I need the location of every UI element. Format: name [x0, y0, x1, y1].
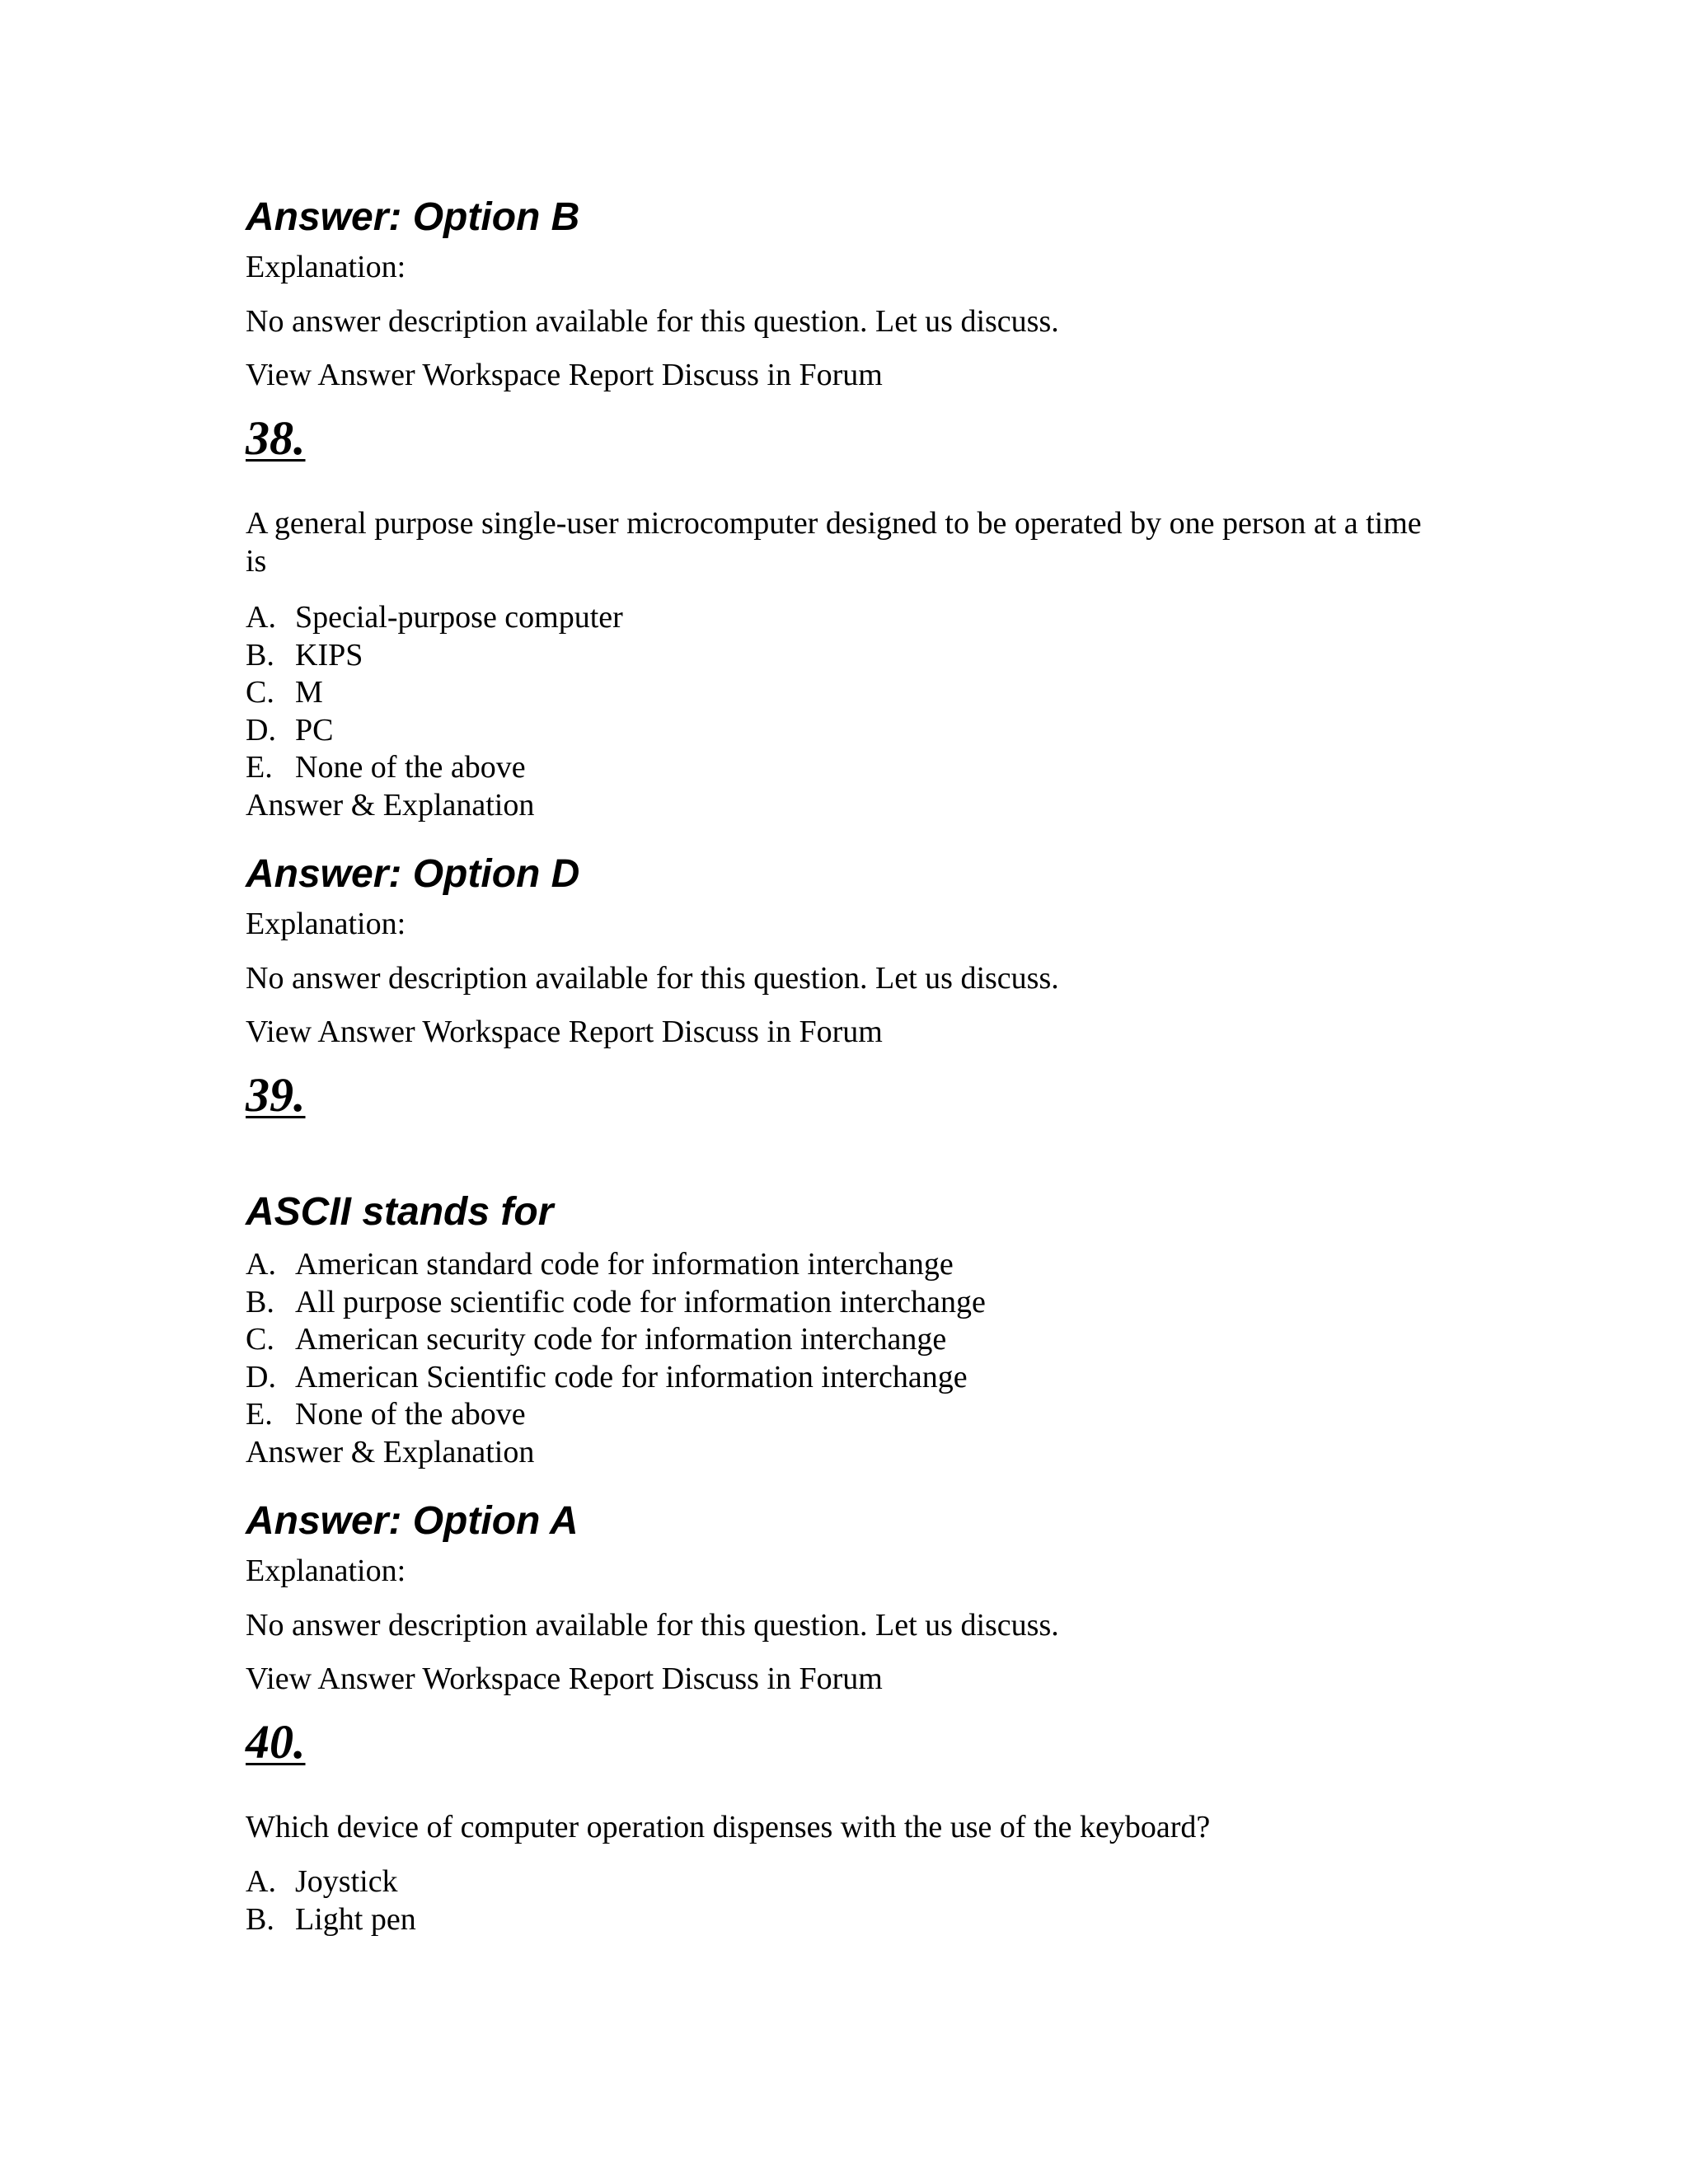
question-text-39: ASCII stands for [246, 1190, 554, 1234]
option-letter: B. [246, 1902, 274, 1937]
option-letter: E. [246, 1397, 273, 1432]
option-text: All purpose scientific code for information interchange [295, 1285, 986, 1319]
option-text: American standard code for information interchange [295, 1247, 954, 1282]
option-letter: D. [246, 1360, 276, 1394]
answer-description: No answer description available for this question. Let us discuss. [246, 304, 1059, 339]
option-text: PC [295, 713, 334, 748]
option-text: Light pen [295, 1902, 416, 1937]
option-letter: E. [246, 750, 273, 785]
option-letter: A. [246, 600, 276, 635]
option-text: M [295, 675, 323, 710]
answer-links-38[interactable]: View Answer Workspace Report Discuss in Forum [246, 1015, 883, 1049]
option-text: American security code for information interchange [295, 1322, 947, 1357]
option-e-38 [246, 748, 526, 786]
answer-explanation-link-39[interactable]: Answer & Explanation [246, 1435, 535, 1469]
option-b-40 [246, 1900, 416, 1938]
option-text: American Scientific code for information interchange [295, 1360, 968, 1394]
question-text-40: Which device of computer operation dispenses with the use of the keyboard? [246, 1810, 1211, 1844]
option-c-38 [246, 673, 323, 711]
option-letter: C. [246, 675, 274, 710]
option-a-39 [246, 1245, 954, 1283]
option-b-38 [246, 636, 363, 674]
option-text: Special-purpose computer [295, 600, 623, 635]
option-text: KIPS [295, 638, 363, 673]
answer-heading-39: Answer: Option A [246, 1499, 579, 1543]
explanation-label: Explanation: [246, 250, 406, 284]
answer-description-39: No answer description available for this question. Let us discuss. [246, 1608, 1059, 1643]
answer-explanation-link-38[interactable]: Answer & Explanation [246, 788, 535, 823]
answer-heading-38: Answer: Option D [246, 852, 580, 896]
question-number-38: 38. [246, 411, 306, 465]
question-number-39: 39. [246, 1068, 306, 1122]
option-b-39 [246, 1283, 986, 1321]
option-a-40 [246, 1863, 398, 1900]
option-d-38 [246, 711, 333, 749]
option-letter: A. [246, 1247, 276, 1282]
option-e-39 [246, 1395, 526, 1433]
option-letter: C. [246, 1322, 274, 1357]
option-letter: A. [246, 1864, 276, 1899]
answer-links-39[interactable]: View Answer Workspace Report Discuss in Forum [246, 1661, 883, 1696]
answer-heading: Answer: Option B [246, 195, 580, 239]
question-number-40: 40. [246, 1715, 306, 1769]
option-letter: B. [246, 1285, 274, 1319]
option-a-38 [246, 598, 623, 636]
option-c-39 [246, 1320, 946, 1358]
option-text: None of the above [295, 750, 526, 785]
explanation-label-39: Explanation: [246, 1554, 406, 1588]
option-d-39 [246, 1358, 968, 1396]
explanation-label-38: Explanation: [246, 907, 406, 941]
option-letter: D. [246, 713, 276, 748]
answer-links[interactable]: View Answer Workspace Report Discuss in Forum [246, 358, 883, 392]
question-text-38: A general purpose single-user microcomputer designed to be operated by one person at a time is [246, 506, 1422, 579]
answer-description-38: No answer description available for this question. Let us discuss. [246, 961, 1059, 996]
option-text: Joystick [295, 1864, 398, 1899]
option-letter: B. [246, 638, 274, 673]
option-text: None of the above [295, 1397, 526, 1432]
